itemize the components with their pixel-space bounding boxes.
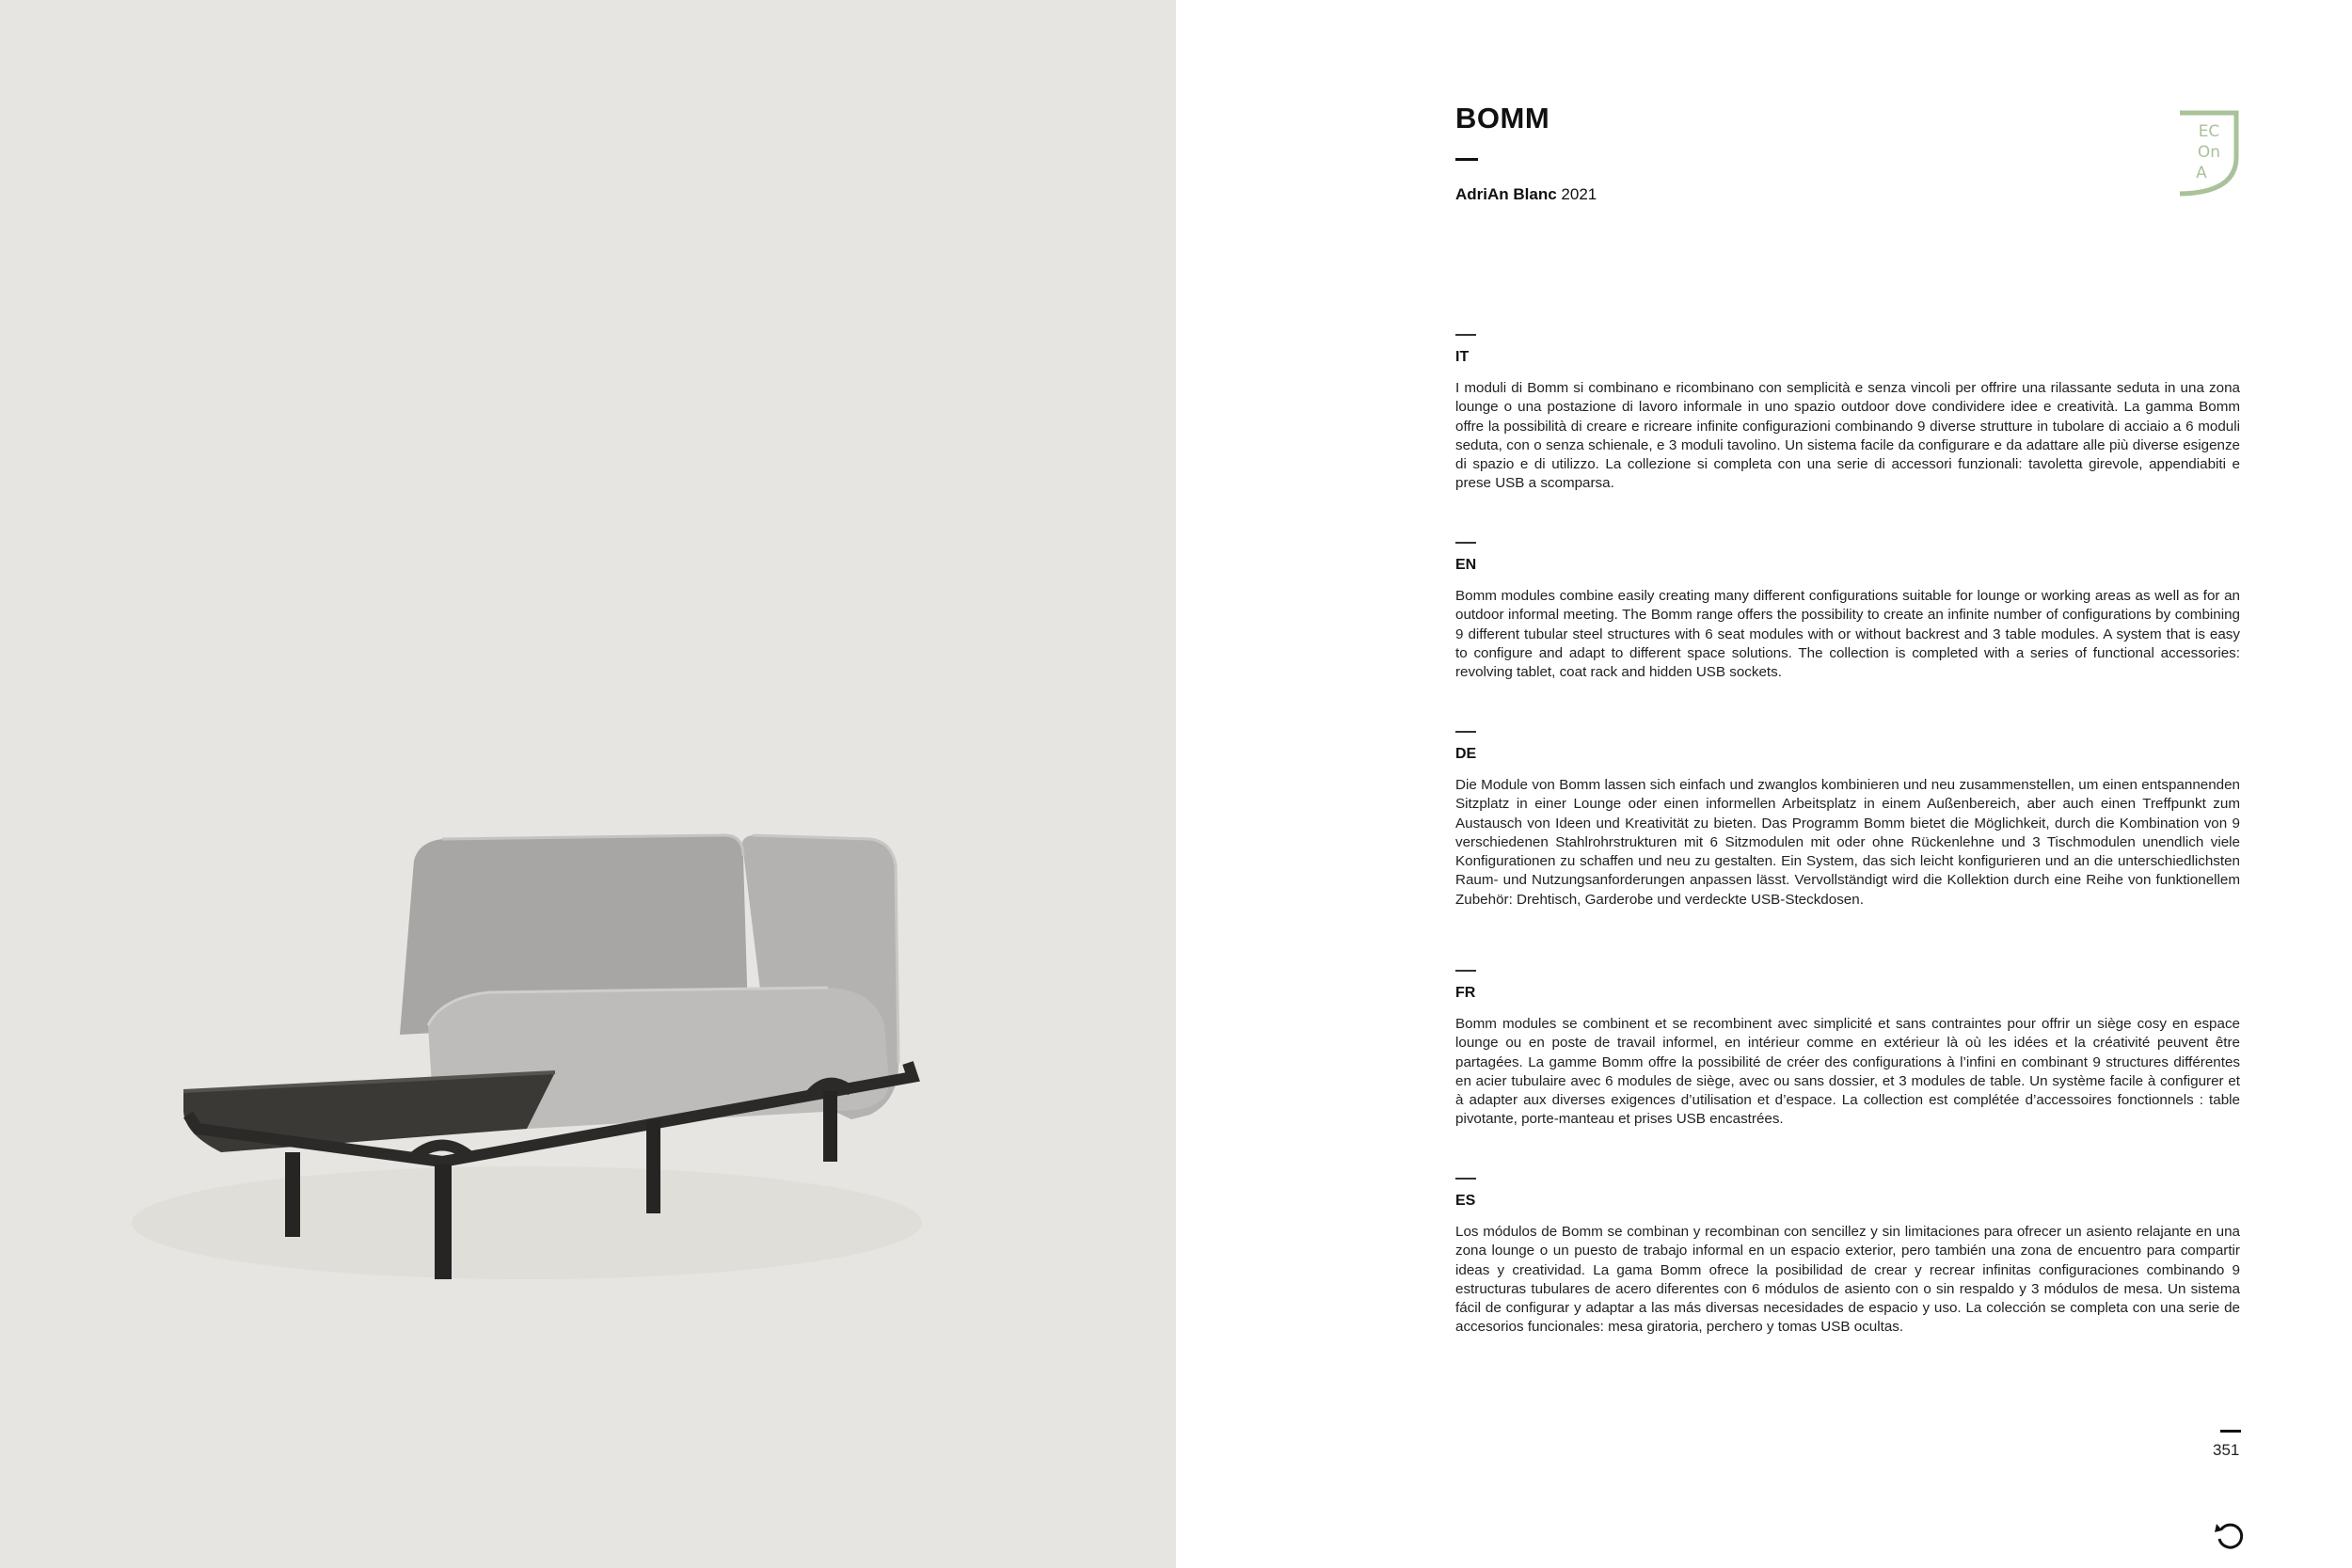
- section-divider: [1455, 970, 1476, 972]
- lang-description: Die Module von Bomm lassen sich einfach und zwanglos kombinieren und neu zusammenstellen, um einen entspannenden Sitzplatz in einer Lounge oder einen informellen Arbeitsplatz in einem Außenbereich, aber auch einen Treffpunkt zum Austausch von Ideen und Kreativität zu bieten. Das Programm Bomm bietet die Möglichkeit, durch die Kombination von 9 verschiedenen Stahlrohrstrukturen mit 6 Sitzmodulen mit oder ohne Rückenlehne und 3 Tischmodulen unendlich viele Konfigurationen zu schaffen und neu zu gestalten. Ein System, das sich leicht konfigurieren und an die unterschiedlichsten Raum- und Nutzungsanforderungen anpassen lässt. Vervollständigt wird die Kollektion durch eine Reihe von funktionellem Zubehör: Drehtisch, Garderobe und verdeckte USB-Steckdosen.: [1455, 777, 2240, 908]
- lang-code: FR: [1455, 985, 1476, 1001]
- design-year: 2021: [1561, 185, 1597, 203]
- section-divider: [1455, 542, 1476, 544]
- section-divider: [1455, 731, 1476, 733]
- econa-logo: [2177, 110, 2239, 197]
- undo-arrow-icon[interactable]: [2213, 1518, 2247, 1552]
- lang-code: EN: [1455, 557, 1477, 573]
- logo-line-1: EC: [2198, 122, 2220, 141]
- section-divider: [1455, 1178, 1476, 1180]
- designer-name: AdriAn Blanc: [1455, 185, 1557, 203]
- page-number: 351: [2213, 1441, 2240, 1459]
- lang-section-it: [1455, 334, 2240, 494]
- lang-section-es: [1455, 1178, 2240, 1338]
- section-divider: [1455, 334, 1476, 336]
- lang-description: Bomm modules se combinent et se recombinent avec simplicité et sans contraintes pour offrir un siège cosy en espace lounge ou en poste de travail informel, en intérieur comme en extérieur là où les idées et la créativité peuvent être partagées. La gamme Bomm offre la possibilité de créer des configurations à l’infini en combinant 9 structures différentes en acier tubulaire avec 6 modules de siège, avec ou sans dossier, et 3 modules de table. Un système facile à configurer et à adapter aux diverses exigences d’utilisation et d’espace. La collection est complétée d’accessoires fonctionnels : table pivotante, porte-manteau et prises USB encastrées.: [1455, 1016, 2240, 1128]
- logo-line-3: A: [2196, 164, 2207, 182]
- lang-section-de: [1455, 731, 2240, 910]
- lang-section-en: [1455, 542, 2240, 682]
- lang-section-fr: [1455, 970, 2240, 1130]
- lang-code: ES: [1455, 1193, 1476, 1209]
- lang-code: DE: [1455, 746, 1477, 762]
- lang-description: I moduli di Bomm si combinano e ricombinano con semplicità e senza vincoli per offrire una rilassante seduta in una zona lounge o una postazione di lavoro informale in uno spazio outdoor dove condividere idee e creatività. La gamma Bomm offre la possibilità di creare e ricreare infinite configurazioni combinando 9 diverse strutture in tubolare di acciaio a 6 moduli seduta, con o senza schienale, e 3 moduli tavolino. Un sistema facile da configurare e da adattare alle più diverse esigenze di spazio e di utilizzo. La collezione si completa con una serie di accessori funzionali: tavoletta girevole, appendiabiti e prese USB a scomparsa.: [1455, 380, 2240, 492]
- page-number-divider: [2220, 1430, 2241, 1433]
- designer-credit: [1455, 185, 1597, 204]
- product-title: BOMM: [1455, 102, 1550, 135]
- lang-code: IT: [1455, 349, 1470, 365]
- lang-description: Bomm modules combine easily creating many different configurations suitable for lounge or working areas as well as for an outdoor informal meeting. The Bomm range offers the possibility to create an infinite number of configurations by combining 9 different tubular steel structures with 6 seat modules with or without backrest and 3 table modules. A system that is easy to configure and adapt to different space solutions. The collection is completed with a series of functional accessories: revolving tablet, coat rack and hidden USB sockets.: [1455, 588, 2240, 681]
- title-divider: [1455, 158, 1478, 161]
- logo-line-2: On: [2197, 143, 2221, 162]
- lang-description: Los módulos de Bomm se combinan y recombinan con sencillez y sin limitaciones para ofrecer un asiento relajante en una zona lounge o un puesto de trabajo informal en un espacio exterior, pero también una zona de encuentro para compartir ideas y creatividad. La gama Bomm ofrece la posibilidad de crear y recrear infinitas configuraciones combinando 9 estructuras tubulares de acero diferentes con 6 módulos de asiento con o sin respaldo y 3 módulos de mesa. Un sistema fácil de configurar y adaptar a las más diversas necesidades de espacio y uso. La colección se completa con una serie de accesorios funcionales: mesa giratoria, perchero y tomas USB ocultas.: [1455, 1224, 2240, 1336]
